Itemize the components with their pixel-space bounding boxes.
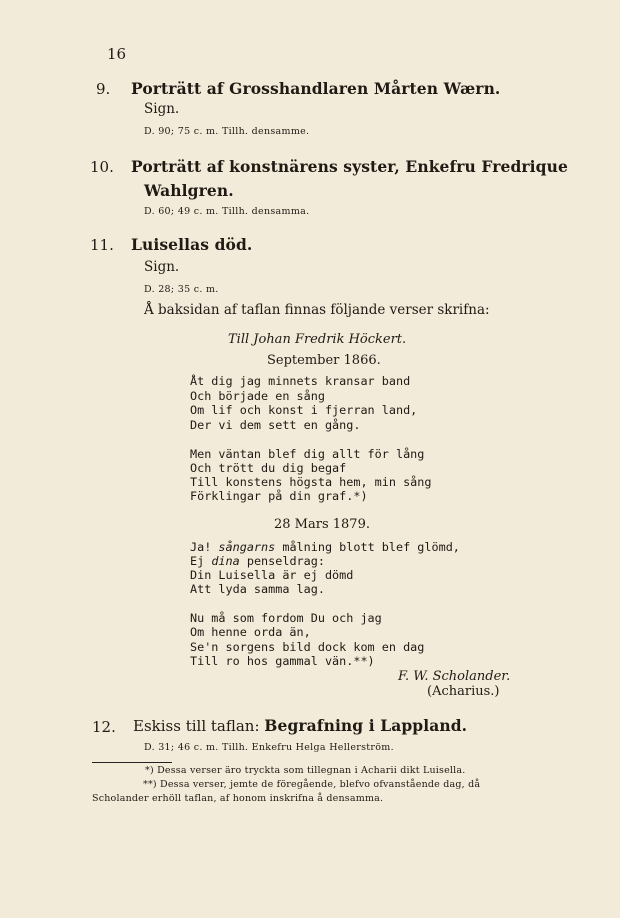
footnote-2-line1: **) Dessa verser, jemte de föregående, blefvo ofvanstående dag, då xyxy=(143,779,481,790)
entry-detail-12: D. 31; 46 c. m. Tillh. Enkefru Helga Hellerström. xyxy=(144,742,394,753)
entry-title-11: Luisellas död. xyxy=(131,235,253,254)
verse-emphasis: dina xyxy=(211,554,240,568)
verse-line: Till ro hos gammal vän.**) xyxy=(190,654,375,668)
date-1866: September 1866. xyxy=(267,353,381,368)
entry-title-9: Porträtt af Grosshandlaren Mårten Wærn. xyxy=(131,79,501,98)
page-number: 16 xyxy=(107,45,127,63)
verse-line: Om lif och konst i fjerran land, xyxy=(190,403,418,417)
entry-detail-11: D. 28; 35 c. m. xyxy=(144,284,219,295)
verse-line: Nu må som fordom Du och jag xyxy=(190,611,382,625)
footnote-1: *) Dessa verser äro tryckta som tillegnan i Acharii dikt Luisella. xyxy=(145,765,466,776)
entry-number-12: 12. xyxy=(92,718,116,736)
footnote-2-line2: Scholander erhöll taflan, af honom inskrifna å densamma. xyxy=(92,793,384,804)
verse-line: Till konstens högsta hem, min sång xyxy=(190,475,432,489)
verse-line: Och trött du dig begaf xyxy=(190,461,347,475)
entry-sign-9: Sign. xyxy=(144,101,180,117)
footnote-divider xyxy=(92,762,172,763)
verse-line: Ej dina penseldrag: xyxy=(190,554,325,568)
entry-number-9: 9. xyxy=(96,80,111,98)
entry-title-10-line1: Porträtt af konstnärens syster, Enkefru Fredrique xyxy=(131,157,568,176)
entry-title-12: Eskiss till taflan: Begrafning i Lappland. xyxy=(133,716,468,735)
entry-sign-11: Sign. xyxy=(144,259,180,275)
verse-intro: Å baksidan af taflan finnas följande verser skrifna: xyxy=(144,302,490,318)
date-1879: 28 Mars 1879. xyxy=(274,517,370,532)
verse-emphasis: sångarns xyxy=(218,540,276,554)
verse-line: Och började en sång xyxy=(190,389,325,403)
dedication: Till Johan Fredrik Höckert. xyxy=(228,332,407,347)
verse-line: Din Luisella är ej dömd xyxy=(190,568,354,582)
entry-detail-10: D. 60; 49 c. m. Tillh. densamma. xyxy=(144,206,310,217)
signature: F. W. Scholander. xyxy=(398,669,511,684)
verse-line: Förklingar på din graf.*) xyxy=(190,489,368,503)
verse-line: Se'n sorgens bild dock kom en dag xyxy=(190,640,425,654)
verse-line: Men väntan blef dig allt för lång xyxy=(190,447,425,461)
verse-line: Åt dig jag minnets kransar band xyxy=(190,374,411,388)
entry-number-11: 11. xyxy=(90,236,114,254)
entry-number-10: 10. xyxy=(90,158,114,176)
verse-line: Ja! sångarns målning blott blef glömd, xyxy=(190,540,460,554)
verse-line: Der vi dem sett en gång. xyxy=(190,418,361,432)
entry-title-10-line2: Wahlgren. xyxy=(144,181,234,200)
verse-line: Om henne orda än, xyxy=(190,625,311,639)
entry-detail-9: D. 90; 75 c. m. Tillh. densamme. xyxy=(144,126,310,137)
signature-note: (Acharius.) xyxy=(427,684,500,699)
verse-line: Att lyda samma lag. xyxy=(190,582,325,596)
